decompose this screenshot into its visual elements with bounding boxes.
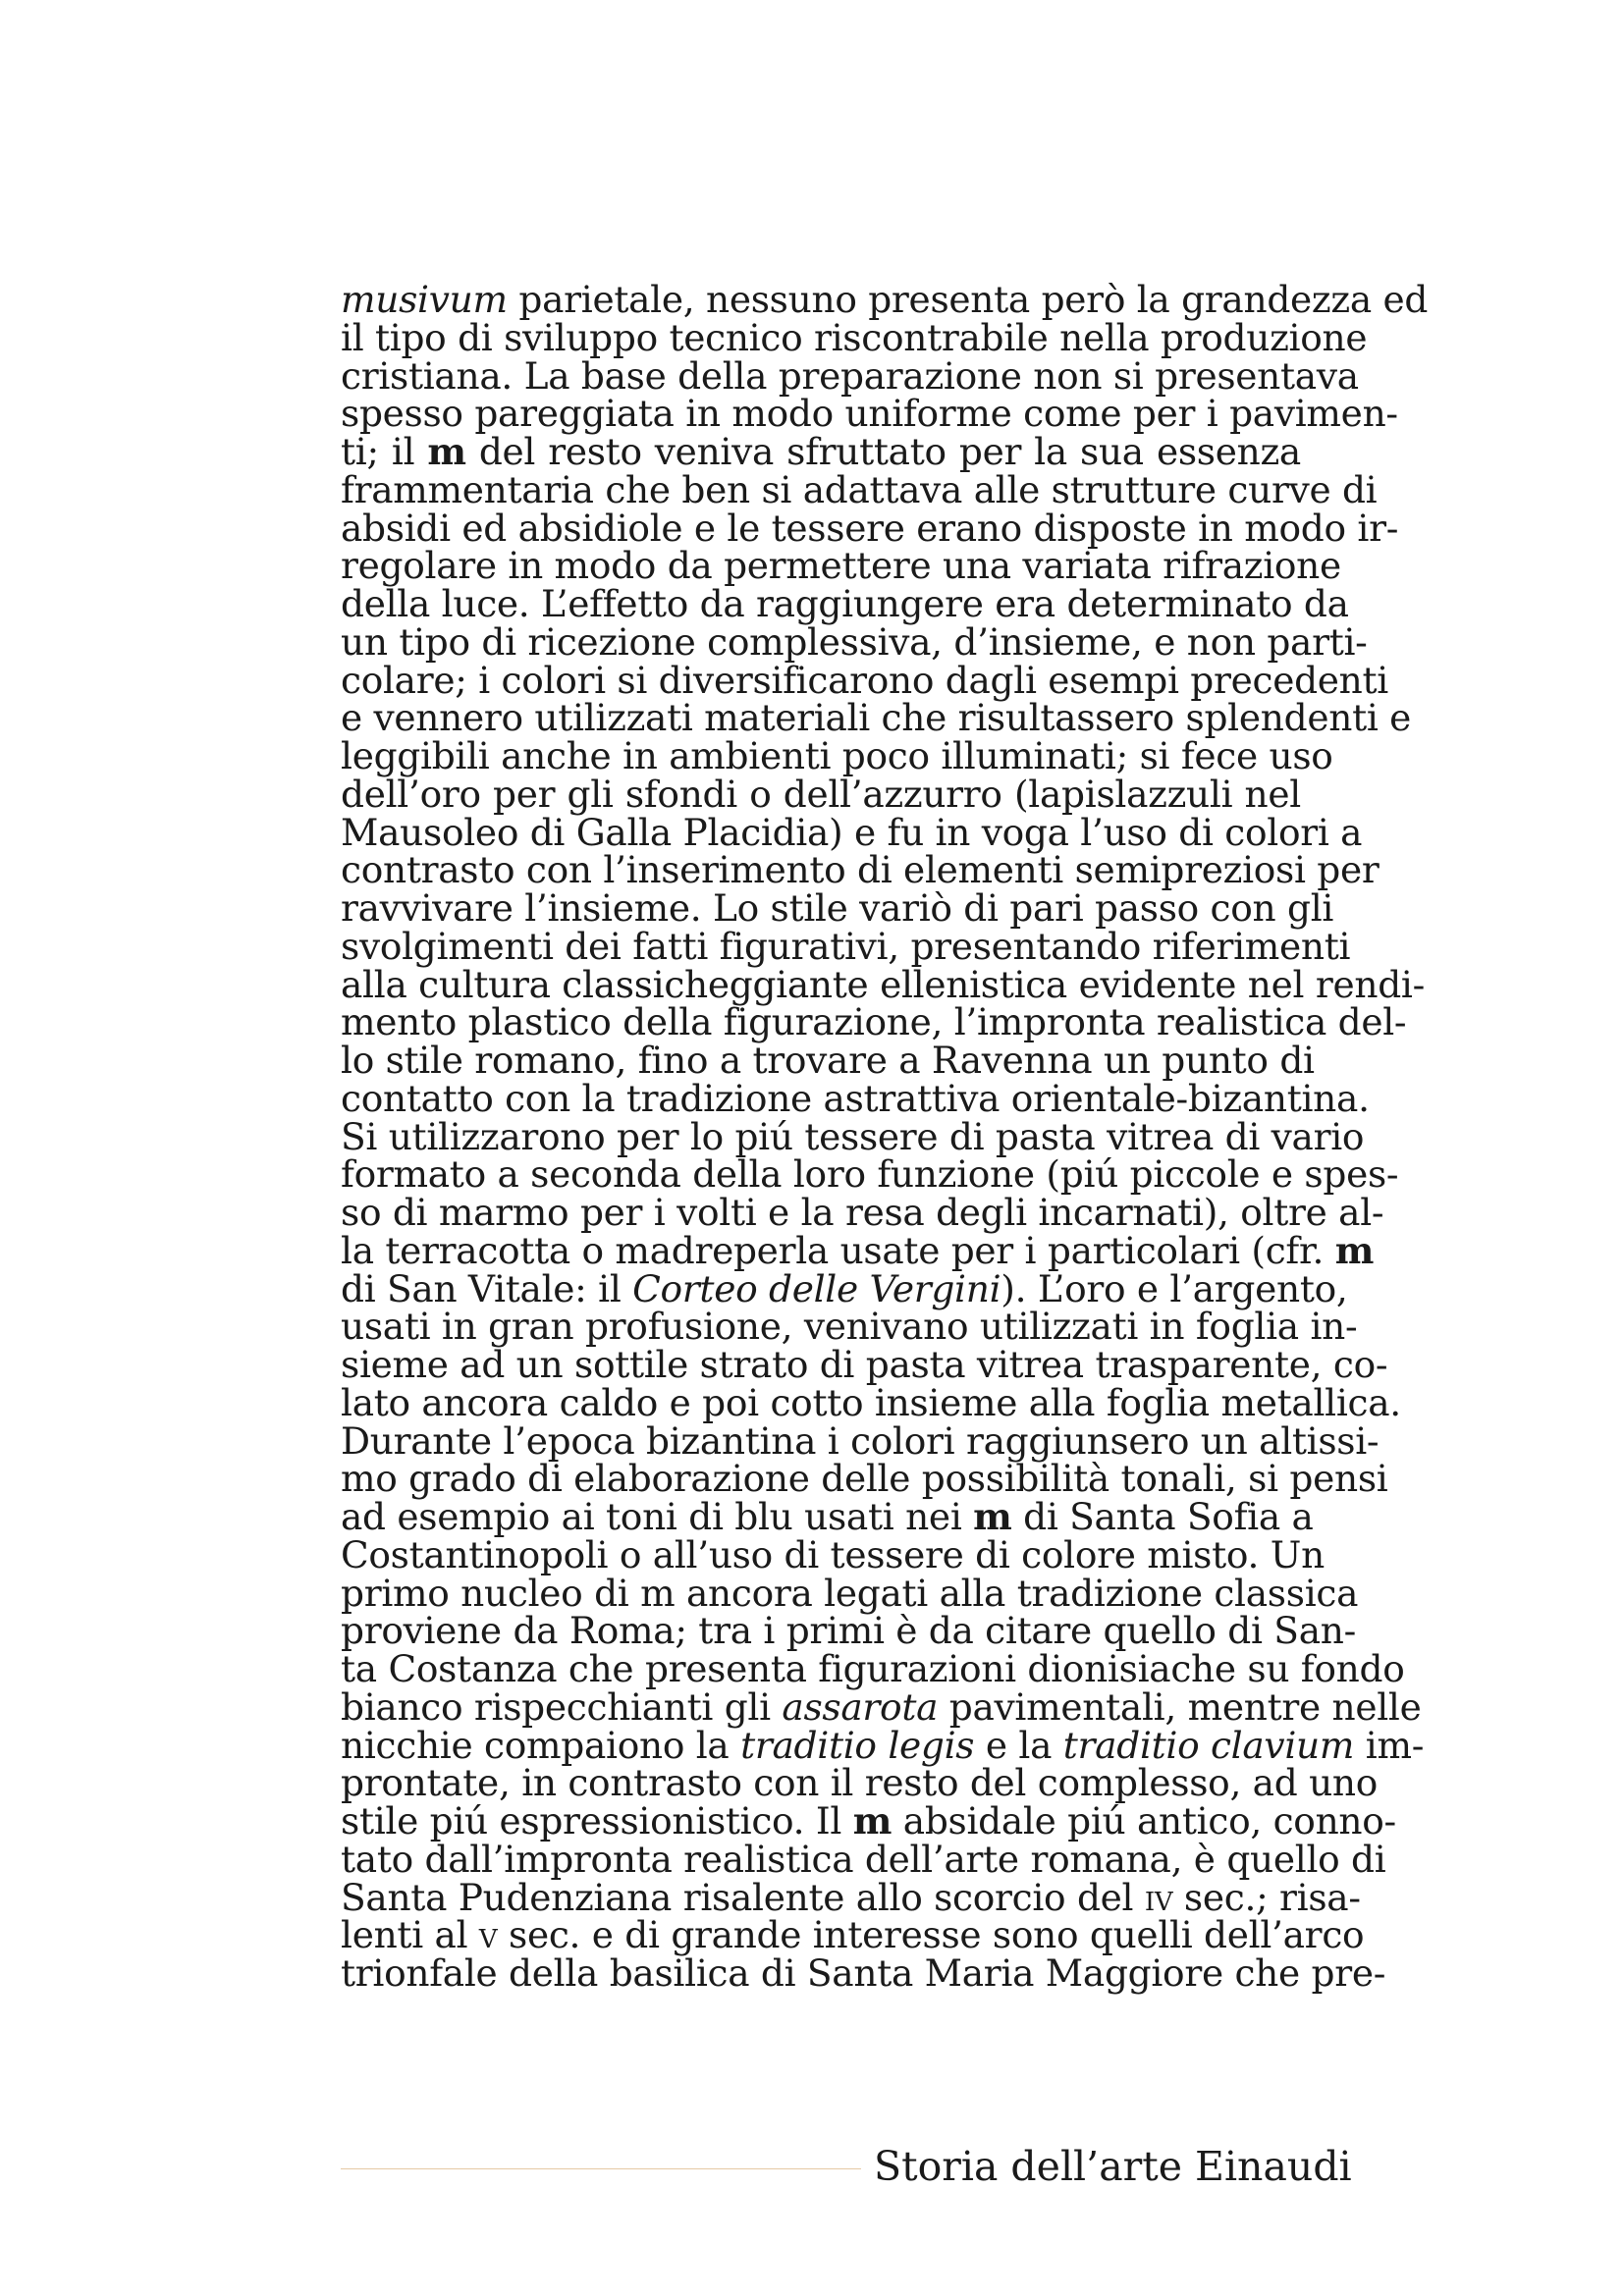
text-segment: sec.; risa- [1172, 1875, 1361, 1919]
text-segment: mo grado di elaborazione delle possibilità tonali, si pensi [341, 1457, 1388, 1501]
text-line [341, 1761, 1379, 1805]
text-segment: ravvivare l’insieme. Lo stile variò di pari passo con gli [341, 886, 1334, 930]
text-segment: lato ancora caldo e poi cotto insieme alla foglia metallica. [341, 1380, 1401, 1424]
text-segment: lenti al [341, 1913, 479, 1957]
text-segment: ad esempio ai toni di blu usati nei [341, 1495, 974, 1538]
text-segment: ti; il [341, 430, 428, 473]
text-segment: so di marmo per i volti e la resa degli incarnati), oltre al- [341, 1191, 1384, 1234]
text-segment: m [852, 1799, 893, 1842]
text-segment: e vennero utilizzati materiali che risultassero splendenti e [341, 696, 1412, 740]
text-segment: regolare in modo da permettere una variata rifrazione [341, 544, 1341, 588]
text-line [341, 467, 1378, 511]
text-line [341, 506, 1399, 550]
text-line [341, 1418, 1380, 1463]
text-segment: frammentaria che ben si adattava alle strutture curve di [341, 467, 1378, 511]
text-line [341, 1684, 1422, 1729]
text-line [341, 772, 1301, 816]
text-segment: di Santa Sofia a [1011, 1495, 1314, 1538]
text-segment: trionfale della basilica di Santa Maria Maggiore che pre- [341, 1951, 1386, 1995]
text-line [341, 810, 1363, 854]
text-line [341, 1799, 1396, 1842]
text-segment: lo stile romano, fino a trovare a Ravenna un punto di [341, 1039, 1315, 1082]
text-line [341, 1114, 1365, 1158]
text-segment: absidale piú antico, conno- [892, 1799, 1396, 1842]
text-line [341, 1152, 1399, 1197]
text-segment: bianco rispecchianti gli [341, 1684, 783, 1729]
text-segment: contrasto con l’inserimento di elementi semipreziosi per [341, 848, 1380, 892]
text-segment: contatto con la tradizione astrattiva orientale-bizantina. [341, 1076, 1370, 1120]
text-segment: dell’oro per gli sfondi o dell’azzurro (lapislazzuli nel [341, 772, 1301, 816]
text-line [341, 1875, 1361, 1919]
text-line [341, 1039, 1315, 1082]
text-segment: ). L’oro e l’argento, [1001, 1266, 1348, 1310]
text-segment: e la [974, 1723, 1063, 1767]
text-line [341, 278, 1429, 321]
text-segment: iv [1144, 1875, 1173, 1919]
text-segment: Costantinopoli o all’uso di tessere di colore misto. Un [341, 1532, 1325, 1576]
text-segment: stile piú espressionistico. Il [341, 1799, 853, 1842]
text-segment: svolgimenti dei fatti figurativi, presentando riferimenti [341, 924, 1351, 968]
text-segment: pavimentali, mentre nelle [938, 1684, 1422, 1729]
text-segment: Mausoleo di Galla Placidia) e fu in voga l’uso di colori a [341, 810, 1363, 854]
text-line [341, 1571, 1359, 1615]
text-line [341, 1723, 1425, 1767]
text-line [341, 696, 1412, 740]
text-line [341, 1191, 1384, 1234]
text-line [341, 1951, 1386, 1995]
text-segment: leggibili anche in ambienti poco illuminati; si fece uso [341, 734, 1333, 777]
text-segment: prontate, in contrasto con il resto del complesso, ad uno [341, 1761, 1379, 1805]
text-segment: musivum [341, 278, 508, 321]
text-segment: Si utilizzarono per lo piú tessere di pasta vitrea di vario [341, 1114, 1365, 1158]
text-line [341, 1076, 1370, 1120]
text-line [341, 924, 1351, 968]
text-segment: di San Vitale: il [341, 1266, 633, 1310]
text-segment: usati in gran profusione, venivano utilizzati in foglia in- [341, 1305, 1358, 1349]
text-line [341, 1532, 1325, 1576]
text-line [341, 582, 1349, 625]
footer-rule [341, 2168, 861, 2169]
text-line [341, 1305, 1358, 1349]
text-line [341, 1000, 1407, 1044]
text-line [341, 619, 1368, 664]
text-segment: ta Costanza che presenta figurazioni dionisiache su fondo [341, 1647, 1405, 1690]
text-segment: un tipo di ricezione complessiva, d’insieme, e non parti- [341, 619, 1368, 664]
text-segment: v [478, 1913, 498, 1957]
text-segment: Santa Pudenziana risalente allo scorcio del [341, 1875, 1145, 1919]
body-text [341, 278, 1429, 1995]
text-line [341, 1380, 1401, 1424]
text-segment: nicchie compaiono la [341, 1723, 741, 1767]
text-segment: tato dall’impronta realistica dell’arte romana, è quello di [341, 1837, 1386, 1881]
text-line [341, 1266, 1348, 1310]
text-segment: assarota [782, 1684, 939, 1729]
text-segment: del resto veniva sfruttato per la sua essenza [465, 430, 1301, 473]
text-segment: parietale, nessuno presenta però la grandezza ed [507, 278, 1429, 321]
text-line [341, 353, 1359, 398]
text-segment: alla cultura classicheggiante ellenistica evidente nel rendi- [341, 962, 1425, 1006]
text-line [341, 544, 1341, 588]
text-segment: della luce. L’effetto da raggiungere era determinato da [341, 582, 1349, 625]
text-segment: traditio legis [740, 1723, 975, 1767]
text-line [341, 315, 1368, 359]
text-line [341, 392, 1398, 436]
text-line [341, 848, 1380, 892]
text-segment: primo nucleo di m ancora legati alla tradizione classica [341, 1571, 1359, 1615]
text-line [341, 1609, 1356, 1653]
text-segment: cristiana. La base della preparazione non si presentava [341, 353, 1359, 398]
footer-title: Storia dell’arte Einaudi [874, 2143, 1352, 2190]
text-line [341, 430, 1301, 473]
text-segment: la terracotta o madreperla usate per i particolari (cfr. [341, 1228, 1335, 1272]
text-segment: Durante l’epoca bizantina i colori raggiunsero un altissi- [341, 1418, 1380, 1463]
text-segment: sec. e di grande interesse sono quelli dell’arco [497, 1913, 1365, 1957]
text-line [341, 658, 1388, 702]
text-line [341, 1228, 1375, 1272]
text-segment: absidi ed absidiole e le tessere erano disposte in modo ir- [341, 506, 1399, 550]
text-segment: sieme ad un sottile strato di pasta vitrea trasparente, co- [341, 1343, 1388, 1386]
text-segment: im- [1354, 1723, 1425, 1767]
text-segment: il tipo di sviluppo tecnico riscontrabile nella produzione [341, 315, 1368, 359]
text-line [341, 1913, 1365, 1957]
text-segment: mento plastico della figurazione, l’impronta realistica del- [341, 1000, 1407, 1044]
text-segment: m [427, 430, 466, 473]
text-line [341, 962, 1425, 1006]
text-line [341, 1343, 1388, 1386]
text-line [341, 886, 1334, 930]
text-line [341, 1495, 1314, 1538]
text-segment: spesso pareggiata in modo uniforme come per i pavimen- [341, 392, 1398, 436]
text-segment: proviene da Roma; tra i primi è da citare quello di San- [341, 1609, 1356, 1653]
text-line [341, 1837, 1386, 1881]
text-segment: m [1334, 1228, 1375, 1272]
text-segment: colare; i colori si diversificarono dagli esempi precedenti [341, 658, 1388, 702]
text-line [341, 1647, 1405, 1690]
text-line [341, 1457, 1388, 1501]
text-segment: traditio clavium [1062, 1723, 1355, 1767]
text-segment: Corteo delle Vergini [632, 1266, 1001, 1310]
text-segment: m [973, 1495, 1012, 1538]
text-line [341, 734, 1333, 777]
text-segment: formato a seconda della loro funzione (piú piccole e spes- [341, 1152, 1399, 1197]
